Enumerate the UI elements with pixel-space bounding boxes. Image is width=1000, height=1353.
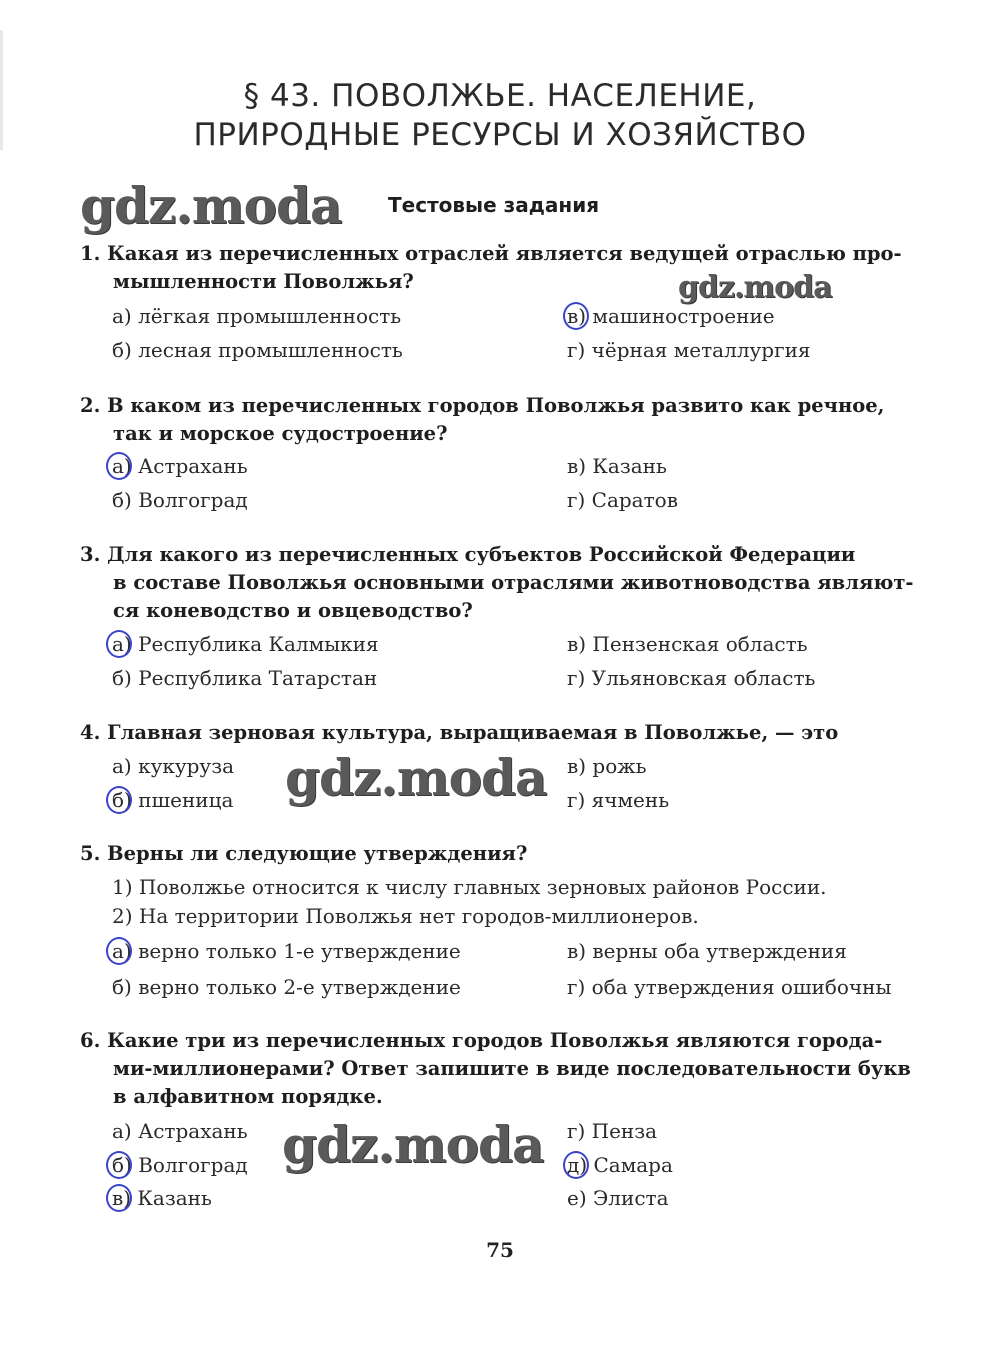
watermark: gdz.moda — [678, 270, 832, 305]
option-g: г) Пенза — [567, 1119, 658, 1143]
option-a: а) лёгкая промышленность — [112, 304, 402, 328]
question-2: 2. В каком из перечисленных городов Поволжья развито как речное, так и морское судостроение? — [80, 394, 885, 445]
watermark: gdz.moda — [282, 1115, 544, 1174]
question-number: 5. — [80, 842, 101, 865]
option-v: в) Казань — [112, 1186, 212, 1210]
option-g: г) ячмень — [567, 788, 670, 812]
watermark: gdz.moda — [80, 176, 342, 235]
question-number: 3. — [80, 543, 101, 566]
option-g: г) оба утверждения ошибочны — [567, 975, 892, 999]
option-a: а) Республика Калмыкия — [112, 632, 379, 656]
option-g: г) Ульяновская область — [567, 666, 816, 690]
option-g: г) чёрная металлургия — [567, 338, 811, 362]
option-e: е) Элиста — [567, 1186, 669, 1210]
option-a: а) верно только 1-е утверждение — [112, 939, 461, 963]
watermark: gdz.moda — [285, 748, 547, 807]
question-number: 1. — [80, 242, 101, 265]
option-b: б) верно только 2-е утверждение — [112, 975, 461, 999]
option-v: в) Пензенская область — [567, 632, 808, 656]
page-title-line2: ПРИРОДНЫЕ РЕСУРСЫ И ХОЗЯЙСТВО — [193, 117, 807, 153]
page-title-line1: § 43. ПОВОЛЖЬЕ. НАСЕЛЕНИЕ, — [243, 78, 757, 114]
option-a: а) Астрахань — [112, 1119, 248, 1143]
question-text-line: мышленности Поволжья? — [113, 270, 414, 293]
option-b: б) Волгоград — [112, 1153, 248, 1177]
question-number: 4. — [80, 721, 101, 744]
option-a: а) Астрахань — [112, 454, 248, 478]
page-number: 75 — [486, 1238, 514, 1262]
question-6: 6. Какие три из перечисленных городов Поволжья являются города- ми-миллионерами? Ответ запишите в виде последовательности букв в алфавитном порядке. — [80, 1029, 911, 1108]
option-b: б) лесная промышленность — [112, 338, 403, 362]
question-5: 5. Верны ли следующие утверждения? — [80, 842, 528, 865]
option-v: в) Казань — [567, 454, 667, 478]
option-v: в) машиностроение — [567, 304, 775, 328]
option-d: д) Самара — [567, 1153, 673, 1177]
option-v: в) рожь — [567, 754, 647, 778]
question-3: 3. Для какого из перечисленных субъектов Российской Федерации в составе Поволжья основными отраслями животноводства являют- ся коневодство и овцеводство? — [80, 543, 914, 622]
question-number: 2. — [80, 394, 101, 417]
question-text-line: 1. Какая из перечисленных отраслей является ведущей отраслью про- — [80, 242, 902, 265]
option-b: б) Волгоград — [112, 488, 248, 512]
statement-1: 1) Поволжье относится к числу главных зерновых районов России. — [112, 875, 827, 899]
statement-2: 2) На территории Поволжья нет городов-миллионеров. — [112, 904, 699, 928]
question-4: 4. Главная зерновая культура, выращиваемая в Поволжье, — это — [80, 721, 839, 744]
option-v: в) верны оба утверждения — [567, 939, 847, 963]
section-heading: Тестовые задания — [388, 193, 600, 217]
question-number: 6. — [80, 1029, 101, 1052]
option-b: б) Республика Татарстан — [112, 666, 378, 690]
option-g: г) Саратов — [567, 488, 678, 512]
option-b: б) пшеница — [112, 788, 234, 812]
option-a: а) кукуруза — [112, 754, 235, 778]
